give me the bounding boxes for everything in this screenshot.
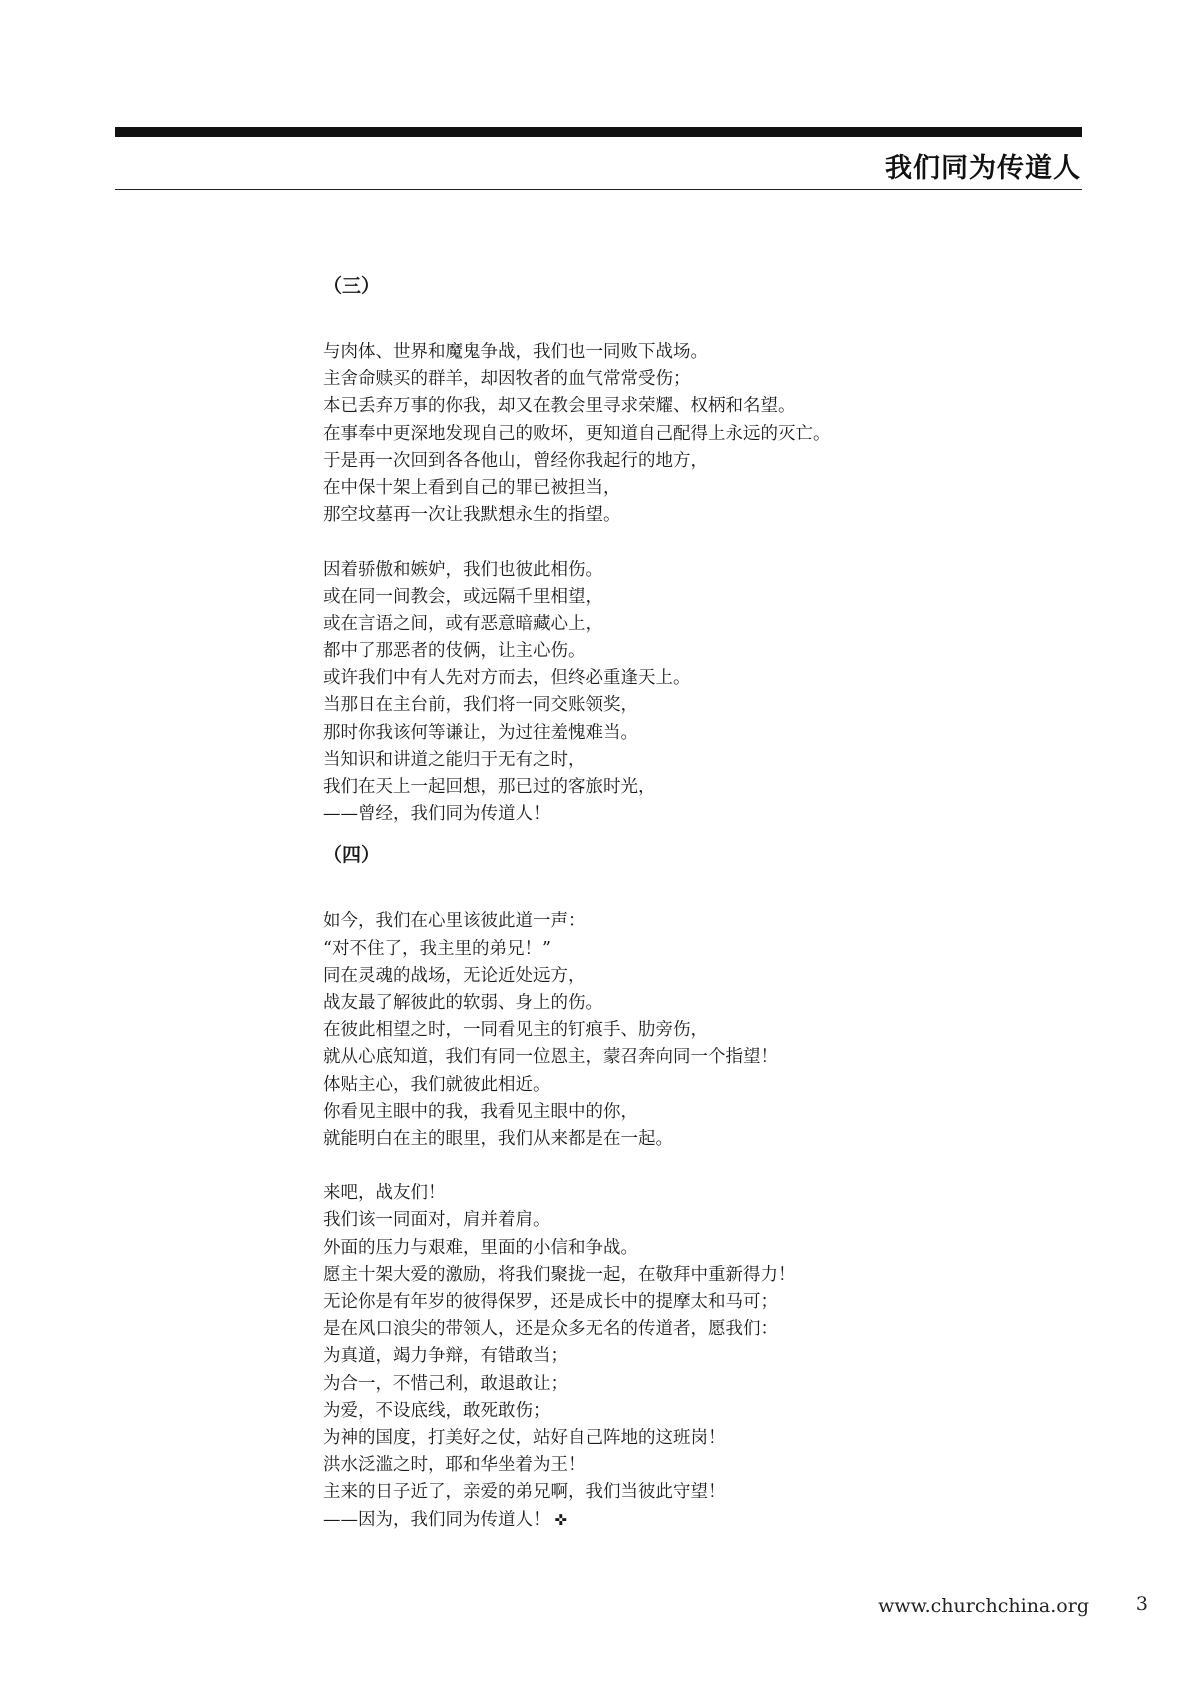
poem-line: 在事奉中更深地发现自己的败坏，更知道自己配得上永远的灭亡。 bbox=[323, 423, 831, 444]
stanza bbox=[323, 908, 983, 1153]
poem-line-final bbox=[323, 1507, 983, 1534]
poem-line: 就从心底知道，我们有同一位恩主，蒙召奔向同一个指望！ bbox=[323, 1047, 778, 1068]
section bbox=[323, 839, 983, 1533]
poem-line: 外面的压力与艰难，里面的小信和争战。 bbox=[323, 1237, 638, 1258]
page-number: 3 bbox=[1135, 1593, 1148, 1615]
poem-line: 为神的国度，打美好之仗，站好自己阵地的这班岗！ bbox=[323, 1427, 726, 1448]
poem-line: 我们该一同面对，肩并着肩。 bbox=[323, 1210, 551, 1231]
section-gap bbox=[323, 828, 983, 839]
poem-line: 与肉体、世界和魔鬼争战，我们也一同败下战场。 bbox=[323, 342, 708, 362]
poem-line: 洪水泛滥之时，耶和华坐着为王！ bbox=[323, 1455, 586, 1476]
poem-line: 我们在天上一起回想，那已过的客旅时光， bbox=[323, 777, 656, 797]
section-heading: （三） bbox=[323, 275, 381, 297]
poem-line: 来吧，战友们！ bbox=[323, 1183, 446, 1204]
stanza-gap bbox=[323, 529, 983, 556]
poem-line: 战友最了解彼此的软弱、身上的伤。 bbox=[323, 992, 603, 1013]
poem-line: “对不住了，我主里的弟兄！” bbox=[323, 938, 551, 959]
section bbox=[323, 270, 983, 828]
poem-line: 那时你我该何等谦让，为过往羞愧难当。 bbox=[323, 722, 638, 743]
header-rule bbox=[115, 189, 1082, 190]
poem-line: 体贴主心，我们就彼此相近。 bbox=[323, 1074, 551, 1095]
section-heading: （四） bbox=[323, 844, 381, 867]
poem-line: 在中保十架上看到自己的罪已被担当， bbox=[323, 477, 621, 498]
poem-line: 那空坟墓再一次让我默想永生的指望。 bbox=[323, 505, 621, 526]
stanza bbox=[323, 1180, 983, 1533]
poem-line: 或在同一间教会，或远隔千里相望， bbox=[323, 586, 603, 607]
poem-line: 就能明白在主的眼里，我们从来都是在一起。 bbox=[323, 1128, 673, 1149]
poem-line: 为真道，竭力争辩，有错敢当； bbox=[323, 1346, 568, 1367]
poem-line: 主舍命赎买的群羊，却因牧者的血气常常受伤； bbox=[323, 369, 691, 390]
poem-line: 愿主十架大爱的激励，将我们聚拢一起，在敬拜中重新得力！ bbox=[323, 1264, 796, 1285]
poem-line: 为爱，不设底线，敢死敢伤； bbox=[323, 1400, 551, 1421]
poem-line: 同在灵魂的战场，无论近处远方， bbox=[323, 965, 586, 986]
final-line-text: ——因为，我们同为传道人！ bbox=[323, 1509, 551, 1530]
stanza bbox=[323, 557, 983, 829]
poem-line: 本已丢弃万事的你我，却又在教会里寻求荣耀、权柄和名望。 bbox=[323, 396, 796, 417]
poem-line: 主来的日子近了，亲爱的弟兄啊，我们当彼此守望！ bbox=[323, 1482, 726, 1503]
article-body bbox=[323, 270, 983, 1534]
poem-line: 如今，我们在心里该彼此道一声： bbox=[323, 911, 586, 932]
footer-website: www.churchchina.org bbox=[878, 1595, 1089, 1617]
poem-line: 于是再一次回到各各他山，曾经你我起行的地方， bbox=[323, 450, 708, 471]
poem-line: 或许我们中有人先对方而去，但终必重逢天上。 bbox=[323, 668, 691, 689]
poem-line: 或在言语之间，或有恶意暗藏心上， bbox=[323, 613, 603, 634]
stanza-gap bbox=[323, 1153, 983, 1180]
poem-line: 在彼此相望之时，一同看见主的钉痕手、肋旁伤， bbox=[323, 1020, 708, 1041]
header-top-bar bbox=[115, 127, 1082, 137]
stanza bbox=[323, 339, 983, 529]
end-mark-icon: ✜ bbox=[554, 1510, 568, 1529]
poem-line: 都中了那恶者的伎俩，让主心伤。 bbox=[323, 641, 586, 662]
poem-line: 当那日在主台前，我们将一同交账领奖， bbox=[323, 695, 638, 716]
poem-line: ——曾经，我们同为传道人！ bbox=[323, 804, 551, 825]
poem-line: 为合一，不惜己利，敢退敢让； bbox=[323, 1373, 568, 1394]
poem-line: 你看见主眼中的我，我看见主眼中的你， bbox=[323, 1101, 638, 1122]
poem-line: 因着骄傲和嫉妒，我们也彼此相伤。 bbox=[323, 559, 603, 580]
poem-line: 是在风口浪尖的带领人，还是众多无名的传道者，愿我们： bbox=[323, 1319, 778, 1340]
poem-line: 无论你是有年岁的彼得保罗，还是成长中的提摩太和马可； bbox=[323, 1292, 778, 1312]
header-title: 我们同为传道人 bbox=[885, 153, 1081, 184]
poem-line: 当知识和讲道之能归于无有之时， bbox=[323, 749, 586, 770]
